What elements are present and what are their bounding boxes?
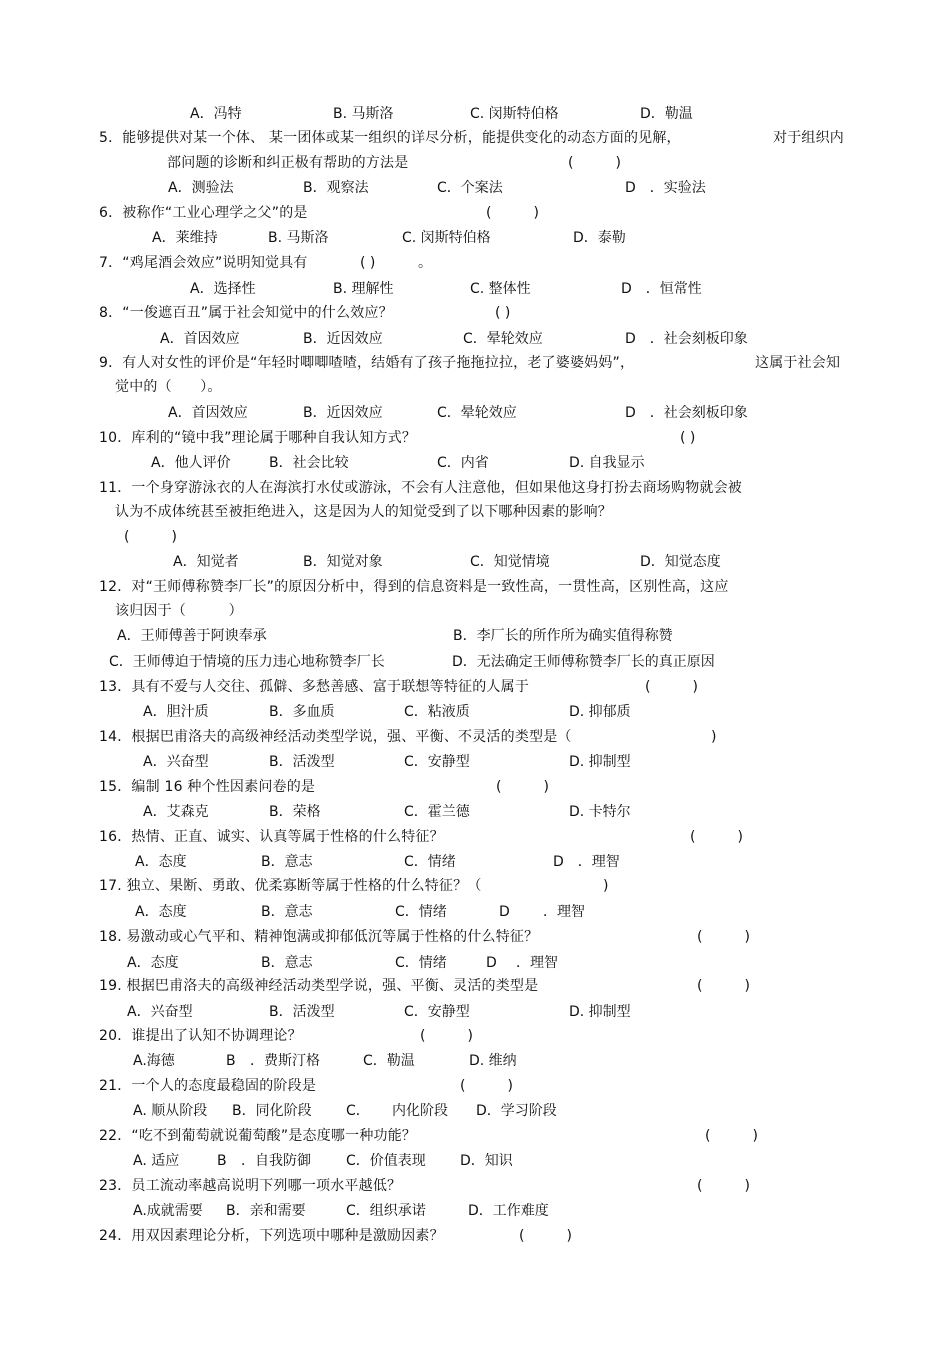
option-d: D．泰勒 — [573, 230, 626, 246]
option-d: D. 卡特尔 — [569, 804, 631, 820]
question-11-line2: 认为不成体统甚至被拒绝进入，这是因为人的知觉受到了以下哪种因素的影响？ — [115, 504, 612, 520]
option-b: B．意志 — [261, 955, 313, 971]
option-d: D．勒温 — [640, 106, 693, 122]
option-a: A．兴奋型 — [127, 1004, 193, 1020]
option-c: C．情绪 — [395, 904, 447, 920]
question-19: 19. 根据巴甫洛夫的高级神经活动类型学说，强、平衡、灵活的类型是 — [99, 978, 539, 994]
question-20: 20．谁提出了认知不协调理论？ — [99, 1028, 302, 1044]
question-24: 24．用双因素理论分析，下列选项中哪种是激励因素？ — [99, 1228, 444, 1244]
question-22: 22．“吃不到葡萄就说葡萄酸”是态度哪一种功能？ — [99, 1128, 417, 1144]
option-a: A．态度 — [135, 904, 187, 920]
question-5-cont: 对于组织内 — [773, 130, 844, 146]
question-9-line2: 觉中的（ ）。 — [115, 379, 222, 395]
option-a: A．艾森克 — [143, 804, 209, 820]
option-a: A．冯特 — [190, 106, 242, 122]
question-13: 13．具有不爱与人交往、孤僻、多愁善感、富于联想等特征的人属于 — [99, 679, 530, 695]
question-9: 9．有人对女性的评价是“年轻时唧唧喳喳，结婚有了孩子拖拖拉拉，老了婆婆妈妈”， — [99, 355, 635, 371]
question-7: 7．“鸡尾酒会效应”说明知觉具有 — [99, 255, 308, 271]
option-a: A．选择性 — [190, 281, 256, 297]
answer-blank: ( ) — [697, 978, 750, 994]
answer-blank: ( ) — [705, 1128, 758, 1144]
option-d-text: ．理智 — [516, 955, 558, 971]
option-d: D．工作难度 — [468, 1203, 549, 1219]
option-b: B．活泼型 — [269, 1004, 335, 1020]
option-a: A．王师傅善于阿谀奉承 — [117, 628, 267, 644]
option-d: D ．理智 — [553, 854, 620, 870]
option-a: A.成就需要 — [133, 1203, 203, 1219]
option-b: B．同化阶段 — [232, 1103, 312, 1119]
option-c: C．王师傅迫于情境的压力违心地称赞李厂长 — [109, 654, 385, 670]
question-17: 17. 独立、果断、勇敢、优柔寡断等属于性格的什么特征？（ — [99, 878, 482, 894]
question-14: 14．根据巴甫洛夫的高级神经活动类型学说，强、平衡、不灵活的类型是（ — [99, 729, 572, 745]
option-b: B. 马斯洛 — [268, 230, 329, 246]
answer-blank: ( ) — [690, 829, 743, 845]
option-b: B. 理解性 — [333, 281, 394, 297]
option-a: A．态度 — [135, 854, 187, 870]
option-b: B. 马斯洛 — [333, 106, 394, 122]
question-5: 5．能够提供对某一个体、 某一团体或某一组织的详尽分析，能提供变化的动态方面的见解， — [99, 130, 681, 146]
option-a: A．莱维持 — [152, 230, 218, 246]
question-23: 23．员工流动率越高说明下列哪一项水平越低？ — [99, 1178, 402, 1194]
option-b: B．亲和需要 — [226, 1203, 306, 1219]
option-a: A．首因效应 — [160, 331, 240, 347]
option-b-letter: B — [217, 1153, 227, 1169]
answer-blank: ( ) — [360, 255, 376, 271]
option-c: C．粘液质 — [404, 704, 470, 720]
answer-blank: ( ) — [486, 205, 539, 221]
option-c: C．霍兰德 — [404, 804, 470, 820]
option-d: D ．实验法 — [625, 180, 706, 196]
option-c: C. 闵斯特伯格 — [470, 106, 559, 122]
option-a: A．胆汁质 — [143, 704, 209, 720]
option-b: B．多血质 — [269, 704, 335, 720]
option-d-text: ．理智 — [543, 904, 585, 920]
option-d: D ．社会刻板印象 — [625, 331, 748, 347]
answer-blank: ( ) — [568, 155, 621, 171]
option-d: D．学习阶段 — [476, 1103, 557, 1119]
option-a: A．知觉者 — [173, 554, 239, 570]
option-c: C．知觉情境 — [470, 554, 550, 570]
question-21: 21．一个人的态度最稳固的阶段是 — [99, 1078, 317, 1094]
question-10: 10．库利的“镜中我”理论属于哪种自我认知方式？ — [99, 430, 417, 446]
question-16: 16．热情、正直、诚实、认真等属于性格的什么特征？ — [99, 829, 444, 845]
option-c: C．安静型 — [404, 1004, 470, 1020]
option-c: C．情绪 — [395, 955, 447, 971]
option-a: A. 适应 — [133, 1153, 180, 1169]
option-c: C．情绪 — [404, 854, 456, 870]
question-11: 11．一个身穿游泳衣的人在海滨打水仗或游泳，不会有人注意他，但如果他这身打扮去商场购物就会被 — [99, 480, 743, 496]
option-a: A．首因效应 — [168, 405, 248, 421]
answer-blank: ( ) — [124, 529, 177, 545]
option-a: A.海德 — [133, 1053, 175, 1069]
answer-blank: ) — [711, 729, 717, 745]
option-b: B．荣格 — [269, 804, 321, 820]
question-8: 8．“一俊遮百丑”属于社会知觉中的什么效应？ — [99, 305, 393, 321]
option-c: C．个案法 — [437, 180, 503, 196]
answer-blank: ) — [603, 878, 609, 894]
option-b: B．意志 — [261, 854, 313, 870]
option-d: D. 抑制型 — [569, 1004, 631, 1020]
option-c: C．勒温 — [363, 1053, 415, 1069]
period: 。 — [418, 255, 432, 271]
answer-blank: ( ) — [645, 679, 698, 695]
answer-blank: ( ) — [460, 1078, 513, 1094]
answer-blank: ( ) — [495, 305, 511, 321]
option-b: B．李厂长的所作所为确实值得称赞 — [453, 628, 673, 644]
option-c: C．晕轮效应 — [463, 331, 543, 347]
option-c: C．晕轮效应 — [437, 405, 517, 421]
option-d-letter: D — [486, 955, 497, 971]
answer-blank: ( ) — [697, 1178, 750, 1194]
option-b: B．活泼型 — [269, 754, 335, 770]
option-d: D. 自我显示 — [569, 455, 645, 471]
option-d: D ．恒常性 — [621, 281, 702, 297]
option-c: C. 整体性 — [470, 281, 531, 297]
answer-blank: ( ) — [680, 430, 696, 446]
option-c: C．内省 — [437, 455, 489, 471]
question-6: 6．被称作“工业心理学之父”的是 — [99, 205, 308, 221]
option-c: C．安静型 — [404, 754, 470, 770]
option-b: B．知觉对象 — [303, 554, 383, 570]
option-c-text: 内化阶段 — [392, 1103, 448, 1119]
question-18: 18. 易激动或心气平和、精神饱满或抑郁低沉等属于性格的什么特征？ — [99, 929, 539, 945]
option-b: B．近因效应 — [303, 331, 383, 347]
option-b-text: ．自我防御 — [241, 1153, 311, 1169]
option-d: D．知觉态度 — [640, 554, 721, 570]
option-d: D. 抑郁质 — [569, 704, 631, 720]
option-c: C．价值表现 — [346, 1153, 426, 1169]
option-d-letter: D — [499, 904, 510, 920]
question-12-line2: 该归因于（ ） — [115, 603, 243, 619]
option-a: A．测验法 — [168, 180, 234, 196]
option-a: A．兴奋型 — [143, 754, 209, 770]
option-a: A．他人评价 — [151, 455, 231, 471]
option-c: C. 闵斯特伯格 — [402, 230, 491, 246]
option-b-text: ．费斯汀格 — [250, 1053, 320, 1069]
question-5-line2: 部问题的诊断和纠正极有帮助的方法是 — [167, 155, 409, 171]
question-15: 15．编制 16 种个性因素问卷的是 — [99, 779, 316, 795]
option-d: D. 维纳 — [469, 1053, 517, 1069]
option-b: B．意志 — [261, 904, 313, 920]
option-b-letter: B — [226, 1053, 236, 1069]
answer-blank: ( ) — [496, 779, 549, 795]
option-c-letter: C． — [346, 1103, 370, 1119]
answer-blank: ( ) — [519, 1228, 572, 1244]
question-9-cont: 这属于社会知 — [755, 355, 841, 371]
option-a: A. 顺从阶段 — [133, 1103, 208, 1119]
option-b: B．近因效应 — [303, 405, 383, 421]
option-c: C．组织承诺 — [346, 1203, 426, 1219]
option-b: B．观察法 — [303, 180, 369, 196]
question-12: 12．对“王师傅称赞李厂长”的原因分析中，得到的信息资料是一致性高，一贯性高，区别性高，这应 — [99, 579, 729, 595]
option-b: B．社会比较 — [269, 455, 349, 471]
option-d: D. 抑制型 — [569, 754, 631, 770]
option-d: D ．社会刻板印象 — [625, 405, 748, 421]
option-a: A．态度 — [127, 955, 179, 971]
answer-blank: ( ) — [420, 1028, 473, 1044]
option-d: D．无法确定王师傅称赞李厂长的真正原因 — [452, 654, 715, 670]
answer-blank: ( ) — [697, 929, 750, 945]
option-d: D．知识 — [460, 1153, 513, 1169]
